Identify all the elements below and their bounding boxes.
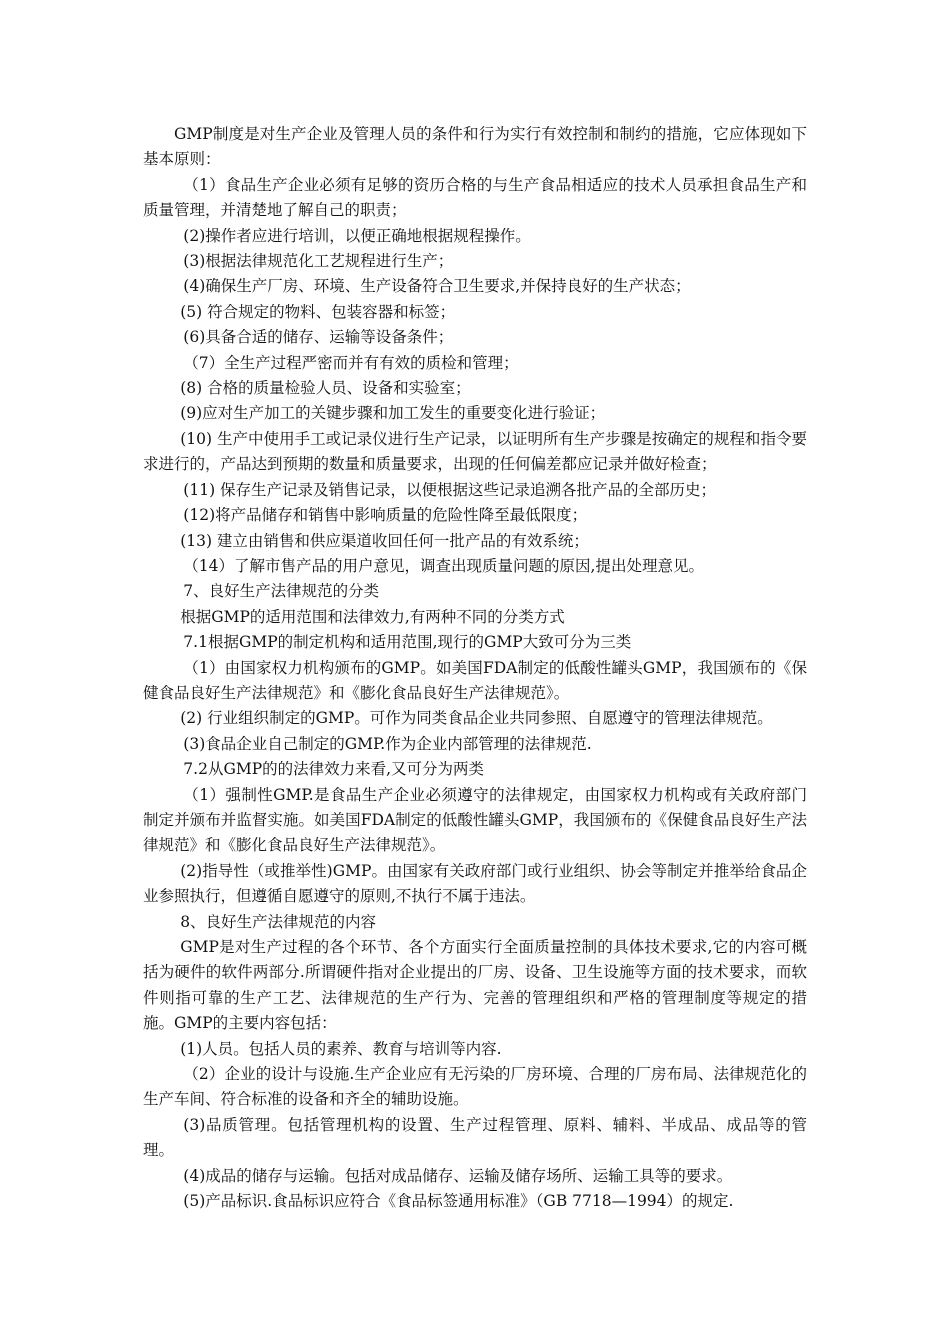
paragraph: (1)人员。包括人员的素养、教育与培训等内容. (180, 1039, 502, 1058)
paragraph: （2）企业的设计与设施.生产企业应有无污染的厂房环境、合理的厂房布局、法律规范化的生产车间、符合标准的设备和齐全的辅助设施。 (143, 1065, 807, 1109)
paragraph: (11) 保存生产记录及销售记录，以便根据这些记录追溯各批产品的全部历史； (183, 480, 717, 499)
paragraph: (3)品质管理。包括管理机构的设置、生产过程管理、原料、辅料、半成品、成品等的管理。 (143, 1115, 807, 1160)
paragraph: (5)产品标识.食品标识应符合《食品标签通用标准》（GB 7718—1994）的规定. (183, 1192, 734, 1211)
paragraph: GMP是对生产过程的各个环节、各个方面实行全面质量控制的具体技术要求,它的内容可概括为硬件的软件两部分.所谓硬件指对企业提出的厂房、设备、卫生设施等方面的技术要求，而软件则指可靠的生产工艺、法律规范的生产行为、完善的管理组织和严格的管理制度等规定的措施。GMP的主要内容包括： (143, 938, 807, 1033)
paragraph: (4)确保生产厂房、环境、生产设备符合卫生要求,并保持良好的生产状态； (183, 277, 691, 296)
paragraph: （1）由国家权力机构颁布的GMP。如美国FDA制定的低酸性罐头GMP，我国颁布的《保健食品良好生产法律规范》和《膨化食品良好生产法律规范》。 (143, 658, 807, 702)
paragraph: （1）强制性GMP.是食品生产企业必须遵守的法律规定，由国家权力机构或有关政府部门制定并颁布并监督实施。如美国FDA制定的低酸性罐头GMP，我国颁布的《保健食品良好生产法律规范》和《膨化食品良好生产法律规范》。 (143, 785, 807, 855)
paragraph: （14）了解市售产品的用户意见，调查出现质量问题的原因,提出处理意见。 (183, 556, 704, 575)
paragraph: (2) 行业组织制定的GMP。可作为同类食品企业共同参照、自愿遵守的管理法律规范。 (180, 709, 773, 728)
paragraph: 7、良好生产法律规范的分类 (183, 582, 380, 601)
paragraph: GMP制度是对生产企业及管理人员的条件和行为实行有效控制和制约的措施，它应体现如下基本原则： (143, 125, 807, 169)
paragraph: (9)应对生产加工的关键步骤和加工发生的重要变化进行验证； (180, 404, 606, 423)
paragraph: （1）食品生产企业必须有足够的资历合格的与生产食品相适应的技术人员承担食品生产和质量管理，并清楚地了解自己的职责； (143, 175, 807, 220)
paragraph: (13) 建立由销售和供应渠道收回任何一批产品的有效系统； (180, 531, 589, 550)
paragraph: (6)具备合适的储存、运输等设备条件； (183, 328, 454, 347)
paragraph: (3)根据法律规范化工艺规程进行生产； (183, 252, 454, 271)
paragraph: 7.2从GMP的的法律效力来看,又可分为两类 (183, 760, 485, 779)
paragraph: 8、良好生产法律规范的内容 (180, 912, 377, 931)
paragraph: 根据GMP的适用范围和法律效力,有两种不同的分类方式 (180, 607, 565, 626)
paragraph: 7.1根据GMP的制定机构和适用范围,现行的GMP大致可分为三类 (183, 633, 632, 652)
paragraph: (10) 生产中使用手工或记录仪进行生产记录，以证明所有生产步骤是按确定的规程和指令要求进行的，产品达到预期的数量和质量要求，出现的任何偏差都应记录并做好检查； (143, 429, 807, 474)
paragraph: (2)操作者应进行培训，以便正确地根据规程操作。 (183, 226, 531, 245)
paragraph: (12)将产品储存和销售中影响质量的危险性降至最低限度； (183, 506, 588, 525)
paragraph: (5) 符合规定的物料、包装容器和标签； (180, 302, 456, 321)
paragraph: (3)食品企业自己制定的GMP.作为企业内部管理的法律规范. (183, 734, 592, 753)
document-body (143, 122, 807, 1214)
paragraph: (8) 合格的质量检验人员、设备和实验室； (180, 379, 471, 398)
paragraph: （7）全生产过程严密而并有有效的质检和管理； (183, 353, 519, 372)
paragraph: (2)指导性（或推举性)GMP。由国家有关政府部门或行业组织、协会等制定并推举给食品企业参照执行，但遵循自愿遵守的原则,不执行不属于违法。 (143, 861, 807, 906)
paragraph: (4)成品的储存与运输。包括对成品储存、运输及储存场所、运输工具等的要求。 (183, 1166, 733, 1185)
